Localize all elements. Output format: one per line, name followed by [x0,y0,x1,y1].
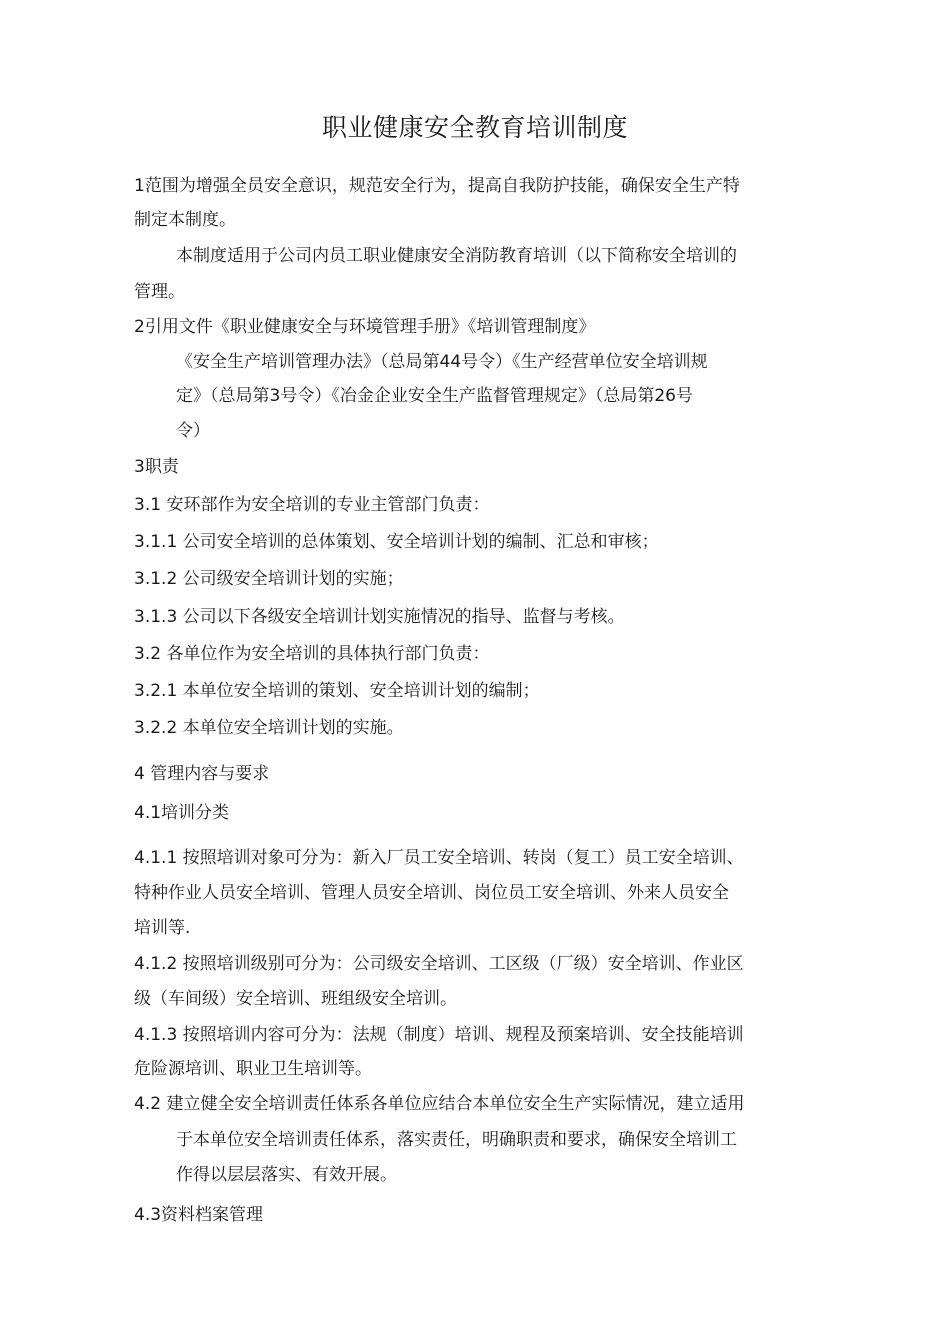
text-line-23: 级（车间级）安全培训、班组级安全培训。 [134,989,457,1009]
document-title: 职业健康安全教育培训制度 [321,113,628,142]
text-line-26: 4.2 建立健全安全培训责任体系各单位应结合本单位安全生产实际情况，建立适用 [134,1094,745,1114]
text-line-16: 3.2.2 本单位安全培训计划的实施。 [134,718,404,738]
text-line-17: 4 管理内容与要求 [134,764,270,784]
text-line-2: 制定本制度。 [134,210,236,230]
text-line-7: 定》（总局第3号令）《冶金企业安全生产监督管理规定》（总局第26号 [176,386,693,406]
text-line-14: 3.2 各单位作为安全培训的具体执行部门负责： [134,644,490,664]
text-line-29: 4.3资料档案管理 [134,1205,264,1225]
text-line-19: 4.1.1 按照培训对象可分为：新入厂员工安全培训、转岗（复工）员工安全培训、 [134,848,744,868]
text-line-15: 3.2.1 本单位安全培训的策划、安全培训计划的编制； [134,681,540,701]
text-line-4: 管理。 [134,282,185,302]
text-line-21: 培训等. [134,918,191,938]
text-line-3: 本制度适用于公司内员工职业健康安全消防教育培训（以下简称安全培训的 [176,246,737,266]
text-line-27: 于本单位安全培训责任体系，落实责任，明确职责和要求，确保安全培训工 [176,1130,737,1150]
text-line-24: 4.1.3 按照培训内容可分为：法规（制度）培训、规程及预案培训、安全技能培训 [134,1025,744,1045]
text-line-18: 4.1培训分类 [134,803,230,823]
text-line-11: 3.1.1 公司安全培训的总体策划、安全培训计划的编制、汇总和审核； [134,532,659,552]
text-line-5: 2引用文件《职业健康安全与环境管理手册》《培训管理制度》 [134,317,596,337]
text-line-20: 特种作业人员安全培训、管理人员安全培训、岗位员工安全培训、外来人员安全 [134,883,729,903]
text-line-6: 《安全生产培训管理办法》（总局第44号令）《生产经营单位安全培训规 [176,352,708,372]
text-line-28: 作得以层层落实、有效开展。 [176,1165,397,1185]
text-line-9: 3职责 [134,457,179,477]
text-line-12: 3.1.2 公司级安全培训计划的实施； [134,569,404,589]
text-line-10: 3.1 安环部作为安全培训的专业主管部门负责： [134,495,490,515]
text-line-8: 令） [176,421,210,441]
text-line-25: 危险源培训、职业卫生培训等。 [134,1059,372,1079]
text-line-13: 3.1.3 公司以下各级安全培训计划实施情况的指导、监督与考核。 [134,607,625,627]
text-line-1: 1范围为增强全员安全意识，规范安全行为，提高自我防护技能，确保安全生产特 [134,176,740,196]
text-line-22: 4.1.2 按照培训级别可分为：公司级安全培训、工区级（厂级）安全培训、作业区 [134,954,744,974]
